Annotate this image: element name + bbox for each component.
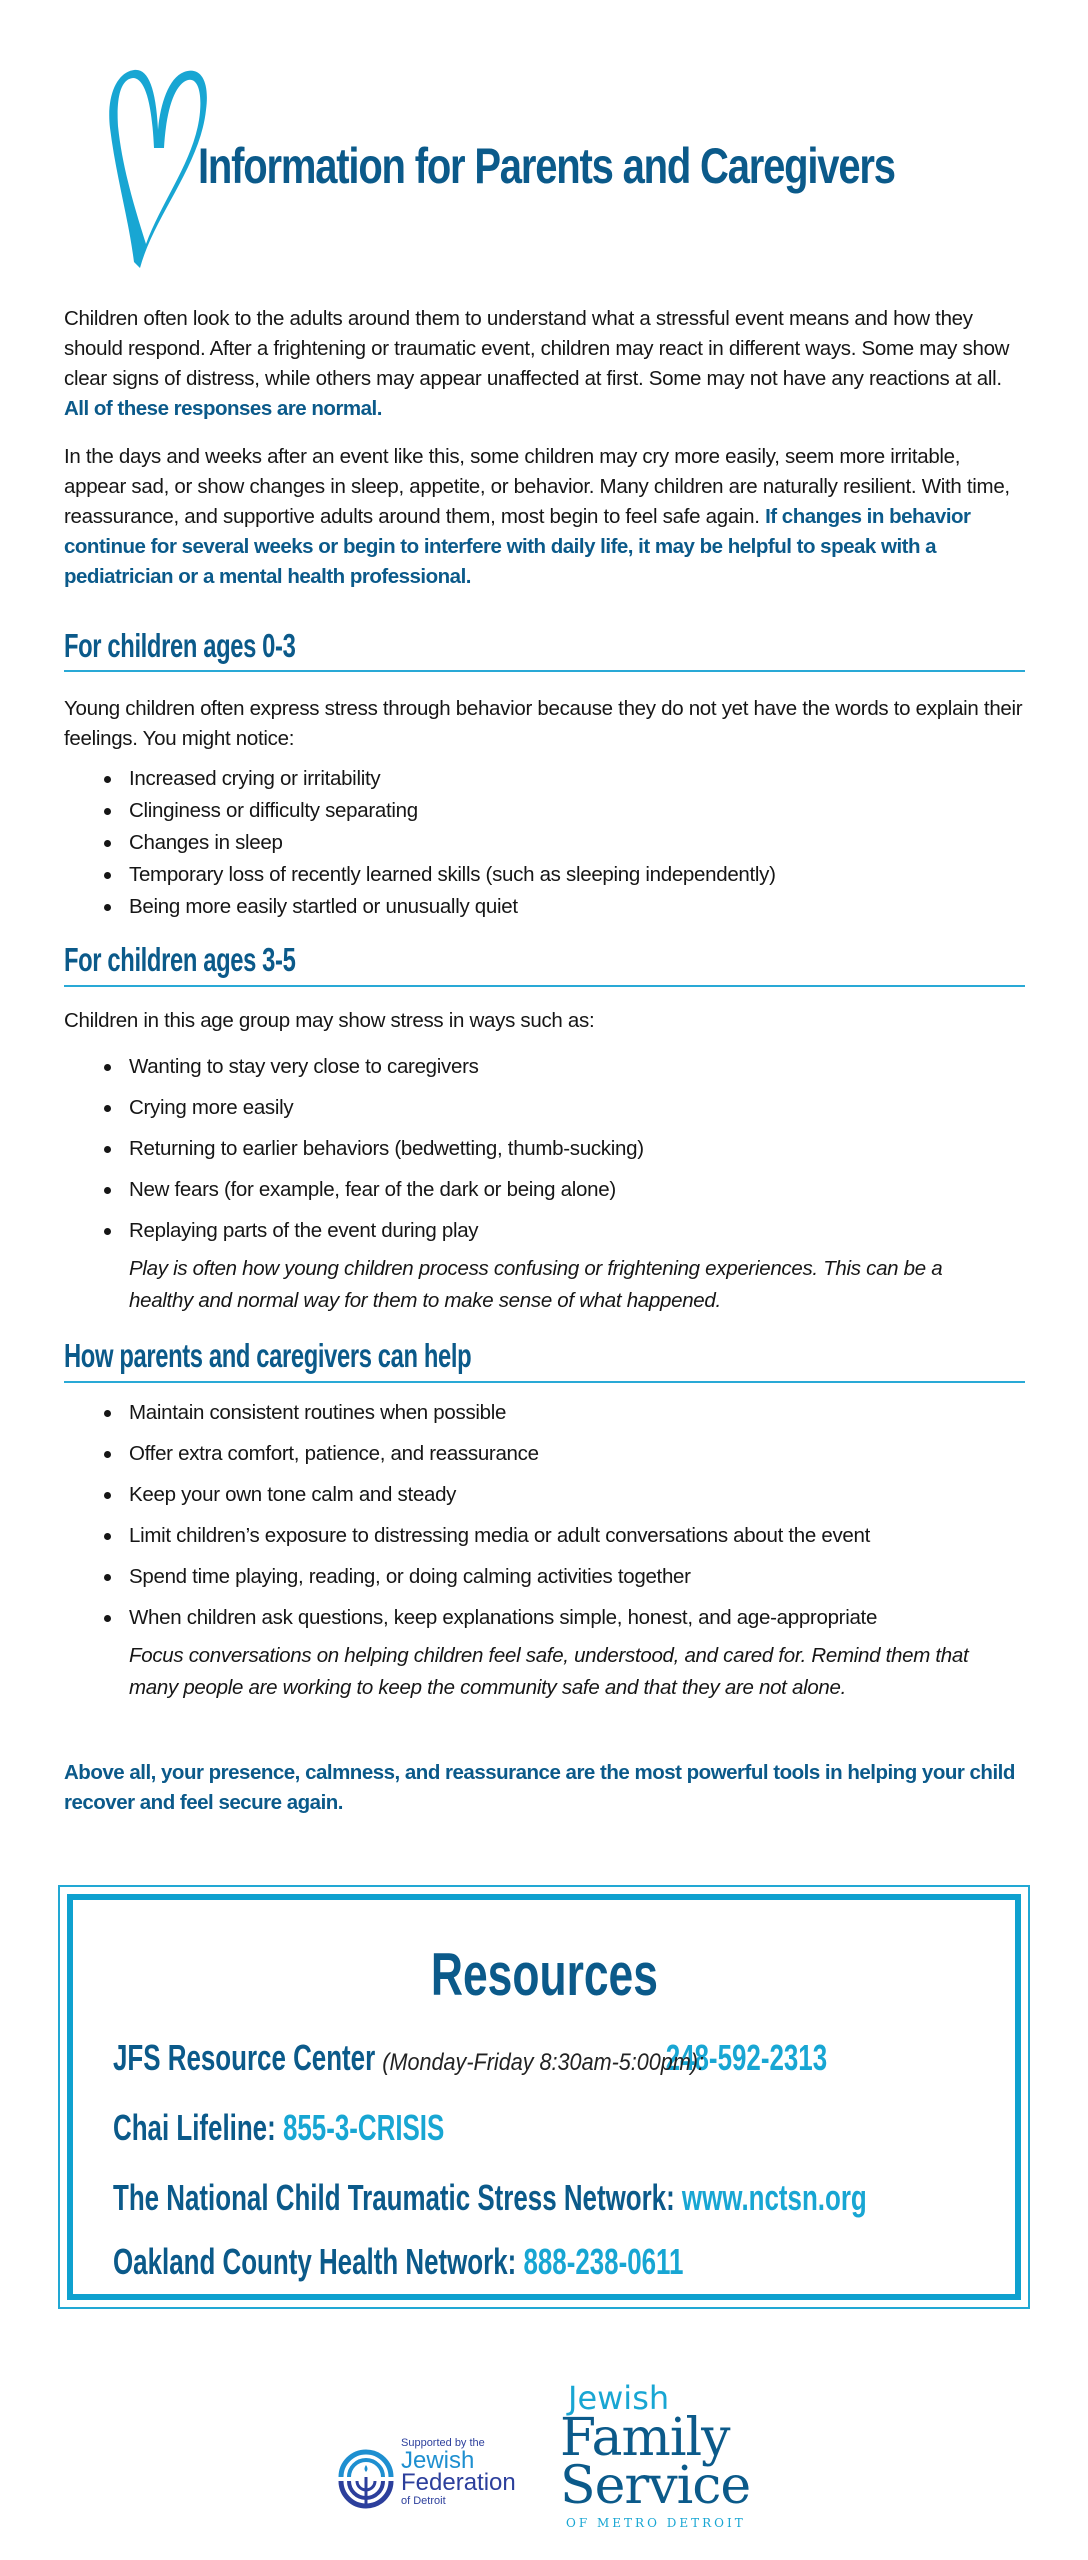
section-0-3-intro: Young children often express stress through behavior because they do not yet have the words to explain their feelings. You might notice: [64, 697, 1023, 750]
resource-nctsn [113, 2176, 867, 2220]
federation-name-line3: of Detroit [401, 2495, 446, 2507]
page-title: Information for Parents and Caregivers [198, 138, 895, 194]
resource-name: The National Child Traumatic Stress Network: [113, 2177, 675, 2218]
federation-name-line2: Federation [401, 2469, 516, 2496]
intro-paragraph-1 [64, 304, 1024, 424]
section-0-3-list [64, 763, 1024, 923]
list-item: Temporary loss of recently learned skills (such as sleeping independently) [64, 859, 1024, 891]
bullet-icon [104, 904, 111, 911]
list-item: Changes in sleep [64, 827, 1024, 859]
jfs-logo-line4: OF METRO DETROIT [566, 2516, 746, 2530]
resource-name: Oakland County Health Network: [113, 2241, 517, 2282]
intro-p2-text: In the days and weeks after an event like this, some children may cry more easily, seem more irritable, appear sad, or show changes in sleep, appetite, or behavior. Many children are naturally resilient. With time, reassurance, and supportive adults around them, most begin to feel safe again. [64, 445, 1010, 528]
bullet-icon [104, 1187, 111, 1194]
bullet-icon [104, 1105, 111, 1112]
jfs-logo [560, 2380, 760, 2530]
bullet-icon [104, 840, 111, 847]
list-item: Returning to earlier behaviors (bedwetting, thumb-sucking) [64, 1128, 1024, 1169]
heading-ages-0-3: For children ages 0-3 [64, 627, 296, 664]
list-item: Limit children’s exposure to distressing media or adult conversations about the event [64, 1515, 1024, 1556]
resources-title: Resources [430, 1941, 658, 2008]
federation-name-line1: Jewish [401, 2447, 475, 2474]
bullet-icon [104, 1064, 111, 1071]
resource-phone[interactable]: 888-238-0611 [523, 2241, 684, 2282]
menorah-icon [335, 2447, 397, 2509]
resource-link[interactable]: www.nctsn.org [681, 2177, 867, 2218]
resource-hours: (Monday-Friday 8:30am-5:00pm): [382, 2049, 705, 2076]
heading-ages-3-5: For children ages 3-5 [64, 941, 296, 978]
list-item: Being more easily startled or unusually quiet [64, 891, 1024, 923]
section-3-5-list [64, 1046, 1024, 1251]
list-item: Offer extra comfort, patience, and reassurance [64, 1433, 1024, 1474]
bullet-icon [104, 872, 111, 879]
resource-oakland [113, 2240, 683, 2284]
bullet-icon [104, 1533, 111, 1540]
jfs-logo-line1: Jewish [568, 2379, 670, 2417]
section-3-5-intro: Children in this age group may show stress in ways such as: [64, 1009, 595, 1032]
list-item: Maintain consistent routines when possible [64, 1392, 1024, 1433]
section-3-5-note: Play is often how young children process confusing or frightening experiences. This can be a healthy and normal way for them to make sense of what happened. [129, 1257, 943, 1312]
resources-box [58, 1885, 1030, 2309]
heading-how-to-help: How parents and caregivers can help [64, 1337, 472, 1374]
intro-paragraph-2 [64, 442, 1024, 592]
list-item: Crying more easily [64, 1087, 1024, 1128]
resource-chai-lifeline [113, 2106, 444, 2150]
bullet-icon [104, 1451, 111, 1458]
resource-jfs [113, 2036, 827, 2085]
resource-phone[interactable]: 248-592-2313 [665, 2037, 828, 2078]
federation-supported-text: Supported by the [401, 2437, 485, 2449]
bullet-icon [104, 776, 111, 783]
intro-p1-text: Children often look to the adults around them to understand what a stressful event means and how they should respond. After a frightening or traumatic event, children may react in different ways. Some may show clear signs of distress, while others may appear unaffected at first. Some may not have any reactions at all. [64, 307, 1010, 390]
list-item: Spend time playing, reading, or doing calming activities together [64, 1556, 1024, 1597]
list-item: Keep your own tone calm and steady [64, 1474, 1024, 1515]
resource-name: JFS Resource Center [113, 2037, 376, 2078]
bullet-icon [104, 1228, 111, 1235]
intro-p2-highlight: If changes in behavior continue for several weeks or begin to interfere with daily life, it may be helpful to speak with a pediatrician or a mental health professional. [64, 505, 971, 588]
resource-name: Chai Lifeline: [113, 2107, 276, 2148]
federation-logo [335, 2437, 525, 2507]
section-divider [64, 985, 1025, 987]
list-item: When children ask questions, keep explanations simple, honest, and age-appropriate [64, 1597, 1024, 1638]
jfs-logo-line3: Service [560, 2456, 751, 2516]
list-item: Clinginess or difficulty separating [64, 795, 1024, 827]
bullet-icon [104, 1574, 111, 1581]
intro-p1-highlight: All of these responses are normal. [64, 397, 382, 420]
bullet-icon [104, 808, 111, 815]
bullet-icon [104, 1410, 111, 1417]
help-note: Focus conversations on helping children feel safe, understood, and cared for. Remind them that many people are working to keep the community safe and that they are not alone. [129, 1644, 969, 1699]
help-list [64, 1392, 1024, 1638]
resources-box-inner [67, 1894, 1021, 2300]
bullet-icon [104, 1146, 111, 1153]
section-divider [64, 670, 1025, 672]
bullet-icon [104, 1492, 111, 1499]
closing-statement: Above all, your presence, calmness, and reassurance are the most powerful tools in helping your child recover and feel secure again. [64, 1761, 1015, 1814]
section-divider [64, 1381, 1025, 1383]
list-item: New fears (for example, fear of the dark or being alone) [64, 1169, 1024, 1210]
bullet-icon [104, 1615, 111, 1622]
list-item: Replaying parts of the event during play [64, 1210, 1024, 1251]
jfs-logo-line2: Family [560, 2408, 730, 2468]
list-item: Wanting to stay very close to caregivers [64, 1046, 1024, 1087]
list-item: Increased crying or irritability [64, 763, 1024, 795]
resource-phone[interactable]: 855-3-CRISIS [282, 2107, 445, 2148]
